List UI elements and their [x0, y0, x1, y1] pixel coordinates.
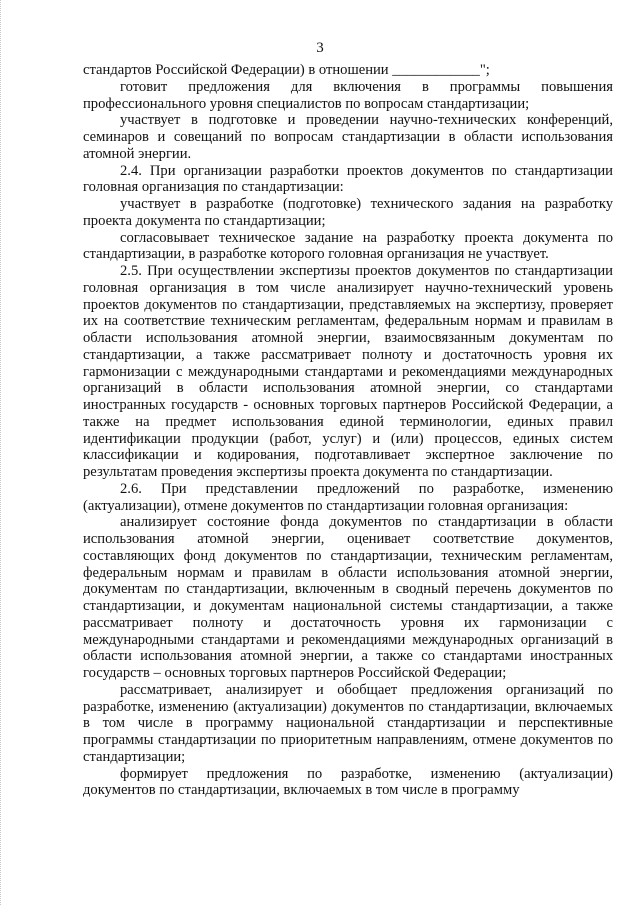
paragraph-6: согласовывает техническое задание на разработку проекта документа по стандартизации, в разработке которого головная организация не участвует.: [83, 229, 613, 263]
paragraph-1: стандартов Российской Федерации) в отношении ____________";: [83, 62, 490, 78]
paragraph-3: участвует в подготовке и проведении научно-технических конференций, семинаров и совещаний по вопросам стандартизации в области использования атомной энергии.: [83, 112, 613, 162]
paragraph-10: рассматривает, анализирует и обобщает предложения организаций по разработке, изменению (актуализации) документов по стандартизации, включаемых в том числе в программу национальной стандартизации и перспективные программы стандартизации по приоритетным направлениям, отмене документов по стандартизации;: [83, 681, 613, 765]
paragraph-5: участвует в разработке (подготовке) технического задания на разработку проекта документа по стандартизации;: [83, 196, 613, 229]
paragraph-8: 2.6. При представлении предложений по разработке, изменению (актуализации), отмене документов по стандартизации головная организация:: [83, 480, 613, 514]
body-text: [83, 62, 613, 799]
paragraph-4: 2.4. При организации разработки проектов документов по стандартизации головная организация по стандартизации:: [83, 162, 613, 196]
paragraph-2: готовит предложения для включения в программы повышения профессионального уровня специалистов по вопросам стандартизации;: [83, 78, 613, 112]
binding-margin: [0, 0, 15, 905]
paragraph-9: анализирует состояние фонда документов по стандартизации в области использования атомной энергии, оценивает соответствие документов, составляющих фонд документов по стандартизации, техническим регламентам, федеральным нормам и правилам в области использования атомной энергии, документам по стандартизации, включенным в сводный перечень документов по стандартизации, и документам национальной системы стандартизации, а также рассматривает полноту и достаточность уровня их гармонизации с международными стандартами и рекомендациями международных организаций в области использования атомной энергии, а также со стандартами иностранных государств – основных торговых партнеров Российской Федерации;: [83, 514, 613, 681]
page-number: 3: [316, 40, 324, 56]
paragraph-7: 2.5. При осуществлении экспертизы проектов документов по стандартизации головная организация в том числе анализирует научно-технический уровень проектов документов по стандартизации, представляемых на экспертизу, проверяет их на соответствие техническим регламентам, федеральным нормам и правилам в области использования атомной энергии, взаимосвязанным документам по стандартизации, а также рассматривает полноту и достаточность уровня их гармонизации с международными стандартами и рекомендациями международных организаций в области использования атомной энергии, со стандартами иностранных государств - основных торговых партнеров Российской Федерации, а также на предмет использования единой терминологии, единых правил идентификации продукции (работ, услуг) и (или) процессов, единых систем классификации и кодирования, подготавливает экспертное заключение по результатам проведения экспертизы проекта документа по стандартизации.: [83, 263, 613, 480]
paragraph-11: формирует предложения по разработке, изменению (актуализации) документов по стандартизации, включаемых в том числе в программу: [83, 765, 613, 799]
